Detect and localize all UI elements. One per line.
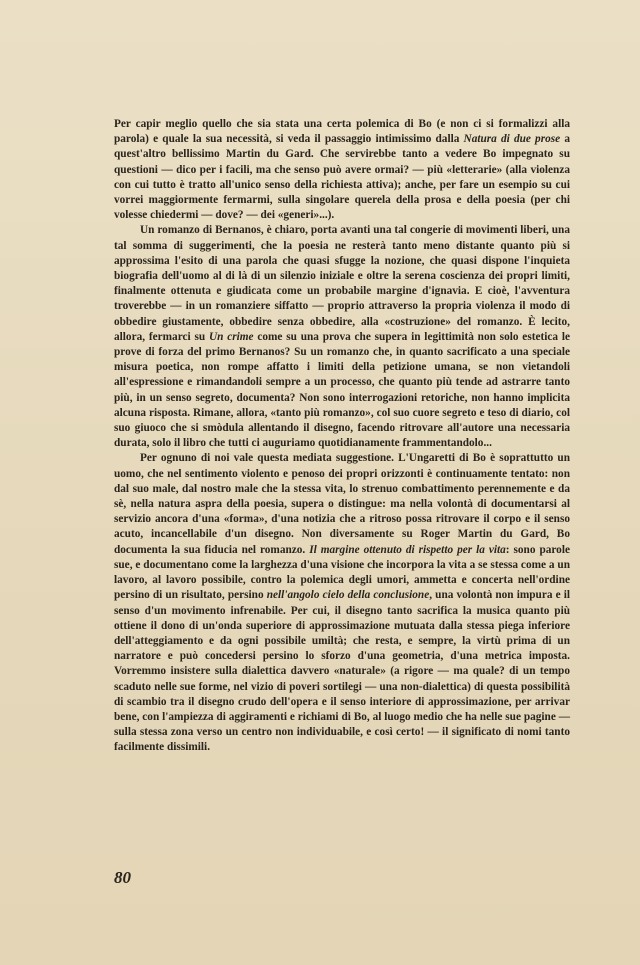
italic-title: nell'angolo cielo della conclusione xyxy=(266,589,430,602)
text-run: Per capir meglio quello che sia stata una certa polemica di Bo (e non ci si formalizzi alla parola) e quale la sua necessità, si veda il passaggio intimissimo dalla xyxy=(114,118,570,146)
italic-title: Natura di due prose xyxy=(463,133,561,146)
text-run: : sono parole sue, e documentano come la larghezza d'una visione che incorpora la vita a se stessa come a un lavoro, al lavoro possibile, contro la polemica degli umori, ammetta e concerta nell'ordine persino di un risultato, persino xyxy=(114,543,570,602)
text-run: Per ognuno di noi vale questa mediata suggestione. L'Ungaretti di Bo è soprattutto un uomo, che nel sentimento violento e penoso dei propri orizzonti è continuamente tentato: non dal suo male, dal nostro male che la stessa vita, lo strenuo combattimento perennemente e da sè, nella natura aspra della poesia, supera o distingue: ma nella volontà di documentarsi al servizio ancora d'una «forma», d'una notizia che a ritroso possa ritrovare il corpo e il senso acuto, incancellabile d'un disegno. Non diversamente su Roger Martin du Gard, Bo documenta la sua fiducia nel romanzo. xyxy=(114,452,570,556)
text-run: come su una prova che supera in legittimità non solo estetica le prove di forza del primo Bernanos? Su un romanzo che, in quanto sacrificato a una speciale misura poetica, non rompe affatto i limiti della petizione umana, se non vietandoli all'espressione e rimandandoli sempre a un processo, che quanto più tende ad astrarre tanto più, in un senso segreto, documenta? Non sono interrogazioni retoriche, non hanno implicita alcuna risposta. Rimane, allora, «tanto più romanzo», col suo cuore segreto e teso di diario, col suo giuoco che si smòdula allentando il disegno, facendo ritrovare all'autore una necessaria durata, solo il libro che tutti ci auguriamo quotidianamente frammentandolo... xyxy=(114,330,570,450)
text-run: a quest'altro bellissimo Martin du Gard. Che servirebbe tanto a vedere Bo impegnato su questioni — dico per i facili, ma che senso può avere ormai? — più «letterarie» (alla violenza con cui tutto è tratto all'unico senso della richiesta attiva); anche, per fare un esempio su cui vorrei maggiormente fermarmi, sulla singolare querela della prosa e della poesia (per chi volesse chiedermi — dove? — dei «generi»...). xyxy=(114,133,570,222)
text-run: , una volontà non impura e il senso d'un movimento infrenabile. Per cui, il disegno tanto sacrifica la musica quanto più ottiene il dono di un'onda superiore di approssimazione mutuata dalla stessa piega inferiore dell'atteggiamento e da ogni possibile umiltà; che resta, e sempre, la virtù prima di un narratore e può concedersi persino lo sforzo d'una geometria, d'una metrica imposta. Vorremmo insistere sulla dialettica davvero «naturale» (a rigore — ma quale? di un tempo scaduto nelle sue forme, nel vizio di poveri sortilegi — una non-dialettica) di questa possibilità di scambio tra il disegno crudo dell'opera e il senso interiore di approssimazione, per arrivar bene, con l'ampiezza di aggiramenti e richiami di Bo, al luogo medio che ha nelle sue pagine — sulla stessa zona verso un centro non individuabile, e così certo! — il significato di nomi tanto facilmente dissimili. xyxy=(114,589,571,754)
paragraph xyxy=(114,223,570,451)
page-number: 80 xyxy=(114,868,131,887)
paragraph xyxy=(114,117,570,223)
paragraph xyxy=(114,451,570,755)
italic-title: Un crime xyxy=(208,330,254,343)
text-run: Un romanzo di Bernanos, è chiaro, porta avanti una tal congerie di movimenti liberi, una tal somma di suggerimenti, che la poesia ne resterà tanto meno distante quanto più si approssima l'esito di una parola che quasi sfugge la nozione, che quasi dispone l'inquieta biografia dell'uomo al di là di un silenzio iniziale e oltre la serena coscienza dei propri limiti, finalmente ottenuta e giudicata come un probabile margine d'ignavia. E cioè, l'avventura troverebbe — in un romanziere siffatto — proprio attraverso la propria violenza il modo di obbedire giustamente, obbedire senza obbedire, alla «costruzione» del romanzo. È lecito, allora, fermarci su xyxy=(114,224,570,343)
italic-title: Il margine ottenuto di rispetto per la vita xyxy=(309,543,506,556)
body-text xyxy=(114,117,570,756)
